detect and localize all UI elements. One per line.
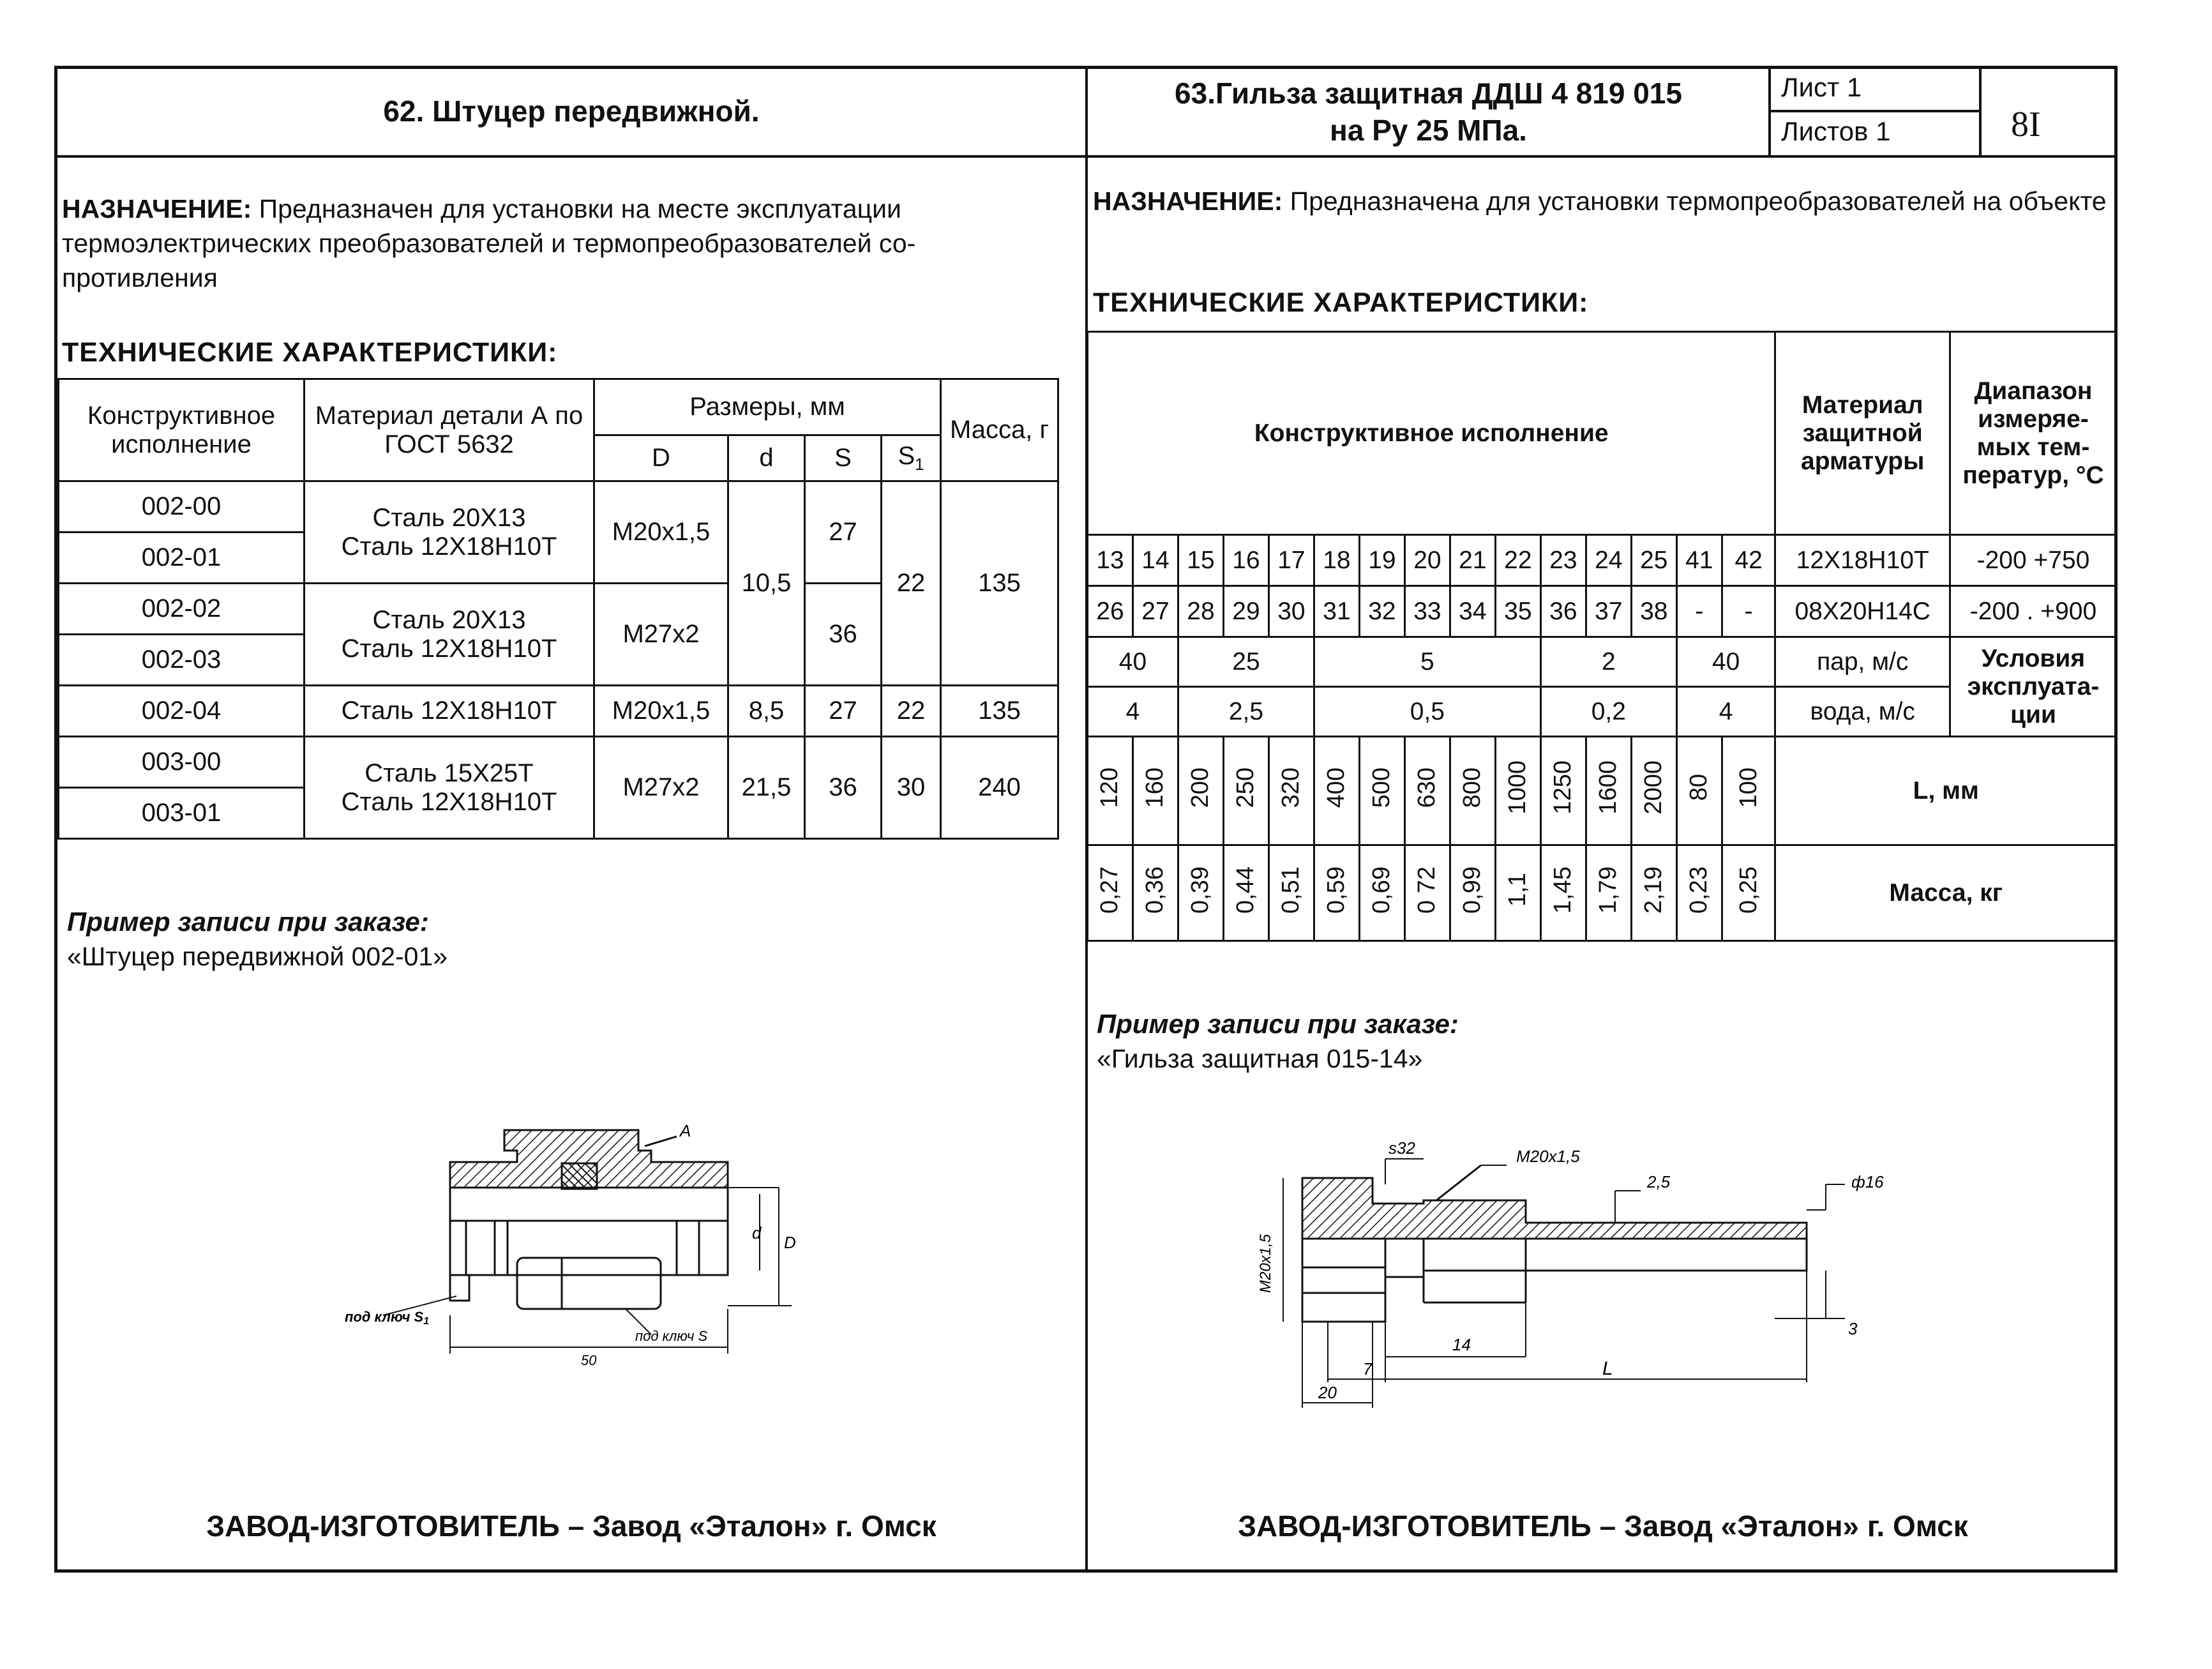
row-S1: 30 bbox=[882, 737, 941, 839]
hdr-D: D bbox=[594, 435, 728, 481]
row-material: Сталь 15Х25Т Сталь 12Х18Н10Т bbox=[305, 737, 594, 839]
variant-cell: 29 bbox=[1223, 586, 1268, 637]
hdr-construct: Конструктивное исполнение bbox=[59, 379, 305, 481]
mass-cell: 2,19 bbox=[1631, 845, 1676, 941]
length-cell: 320 bbox=[1268, 737, 1314, 845]
left-example-value: «Штуцер передвижной 002-01» bbox=[67, 942, 448, 971]
drawing-label-key2: под ключ S bbox=[635, 1328, 708, 1344]
mass-cell: 0,44 bbox=[1223, 845, 1268, 941]
variant-cell: 42 bbox=[1722, 535, 1775, 586]
water-speed-cell: 4 bbox=[1676, 687, 1775, 737]
variant-cell: 14 bbox=[1132, 535, 1178, 586]
row-d: 10,5 bbox=[728, 481, 805, 686]
right-spec-table bbox=[1087, 331, 2118, 942]
mass-cell: 0,27 bbox=[1088, 845, 1133, 941]
drawing-label-m20: M20x1,5 bbox=[1516, 1147, 1580, 1166]
drawing-label-d: d bbox=[752, 1223, 762, 1242]
hdr-S1: $S_1$ bbox=[882, 435, 941, 481]
row-d: 8,5 bbox=[728, 686, 805, 737]
mass-cell: 0,69 bbox=[1359, 845, 1404, 941]
length-cell: 100 bbox=[1722, 737, 1775, 845]
drawing-label-m20v: M20x1,5 bbox=[1257, 1234, 1274, 1293]
variant-cell: 36 bbox=[1540, 586, 1586, 637]
left-purpose-label: НАЗНАЧЕНИЕ: bbox=[62, 194, 252, 223]
length-cell: 250 bbox=[1223, 737, 1268, 845]
variant-cell: 27 bbox=[1132, 586, 1178, 637]
variant-cell: 28 bbox=[1178, 586, 1223, 637]
left-tech-title: ТЕХНИЧЕСКИЕ ХАРАКТЕРИСТИКИ: bbox=[62, 337, 558, 368]
drawing-label-3: 3 bbox=[1848, 1319, 1858, 1338]
variant-cell: 33 bbox=[1404, 586, 1450, 637]
material-cell: 08Х20Н14С bbox=[1775, 586, 1950, 637]
row-code: 002-02 bbox=[59, 584, 305, 635]
right-title-line1: 63.Гильза защитная ДДШ 4 819 015 bbox=[1175, 77, 1682, 110]
right-tech-title: ТЕХНИЧЕСКИЕ ХАРАКТЕРИСТИКИ: bbox=[1093, 287, 1589, 318]
steam-speed-cell: 40 bbox=[1088, 637, 1178, 687]
hdr-mass: Масса, г bbox=[941, 379, 1058, 481]
left-purpose bbox=[62, 192, 1071, 295]
variant-cell: 13 bbox=[1088, 535, 1133, 586]
hdr-S: S bbox=[805, 435, 882, 481]
right-purpose bbox=[1093, 184, 2114, 218]
variant-cell: 31 bbox=[1314, 586, 1359, 637]
row-code: 003-01 bbox=[59, 788, 305, 839]
hdr-d: d bbox=[728, 435, 805, 481]
row-mass: 135 bbox=[941, 481, 1058, 686]
right-purpose-label: НАЗНАЧЕНИЕ: bbox=[1093, 186, 1283, 216]
mass-cell: 0,23 bbox=[1676, 845, 1722, 941]
length-cell: 80 bbox=[1676, 737, 1722, 845]
sheet-box-right bbox=[1979, 66, 1982, 156]
variant-cell: 16 bbox=[1223, 535, 1268, 586]
mass-cell: 0,25 bbox=[1722, 845, 1775, 941]
mass-cell: 1,45 bbox=[1540, 845, 1586, 941]
row-material: Сталь 12Х18Н10Т bbox=[305, 686, 594, 737]
variant-cell: - bbox=[1722, 586, 1775, 637]
variant-cell: 21 bbox=[1450, 535, 1495, 586]
variant-cell: 17 bbox=[1268, 535, 1314, 586]
sheet-label: Лист 1 bbox=[1781, 72, 1862, 102]
length-cell: 400 bbox=[1314, 737, 1359, 845]
steam-speed-cell: 40 bbox=[1676, 637, 1775, 687]
drawing-label-phi16: ф16 bbox=[1851, 1172, 1884, 1191]
row-D: М20х1,5 bbox=[594, 686, 728, 737]
row-d: 21,5 bbox=[728, 737, 805, 839]
right-example-value: «Гильза защитная 015-14» bbox=[1097, 1044, 1423, 1073]
row-mass: 135 bbox=[941, 686, 1058, 737]
variant-cell: 35 bbox=[1495, 586, 1540, 637]
length-cell: 1600 bbox=[1586, 737, 1631, 845]
fitting-drawing bbox=[345, 1111, 830, 1379]
length-cell: 630 bbox=[1404, 737, 1450, 845]
variant-cell: 23 bbox=[1540, 535, 1586, 586]
length-cell: 800 bbox=[1450, 737, 1495, 845]
row-material: Сталь 20Х13 Сталь 12Х18Н10Т bbox=[305, 584, 594, 686]
row-S1: 22 bbox=[882, 686, 941, 737]
row-code: 002-04 bbox=[59, 686, 305, 737]
left-purpose-text: Предназначен для установки на месте эксплуатации термоэлектрических преобразователей и термопреобразователей со- противления bbox=[62, 194, 916, 292]
mass-cell: 1,79 bbox=[1586, 845, 1631, 941]
right-title-line2: на Ру 25 МПа. bbox=[1330, 114, 1527, 147]
mass-cell: 0,51 bbox=[1268, 845, 1314, 941]
conditions-label: Условия эксплуата- ции bbox=[1950, 637, 2116, 737]
length-cell: 200 bbox=[1178, 737, 1223, 845]
water-speed-cell: 4 bbox=[1088, 687, 1178, 737]
drawing-label-20: 20 bbox=[1318, 1383, 1337, 1402]
water-label: вода, м/с bbox=[1775, 687, 1950, 737]
length-cell: 120 bbox=[1088, 737, 1133, 845]
drawing-label-key1: под ключ S1 bbox=[345, 1309, 430, 1327]
mass-cell: 0 72 bbox=[1404, 845, 1450, 941]
variant-cell: 24 bbox=[1586, 535, 1631, 586]
row-code: 002-01 bbox=[59, 532, 305, 584]
left-example-title: Пример записи при заказе: bbox=[67, 907, 429, 937]
length-label: L, мм bbox=[1775, 737, 2117, 845]
steam-speed-cell: 25 bbox=[1178, 637, 1314, 687]
variant-cell: 41 bbox=[1676, 535, 1722, 586]
drawing-label-D: D bbox=[784, 1233, 796, 1252]
variant-cell: 26 bbox=[1088, 586, 1133, 637]
steam-speed-cell: 5 bbox=[1314, 637, 1540, 687]
mass-cell: 0,39 bbox=[1178, 845, 1223, 941]
variant-cell: 20 bbox=[1404, 535, 1450, 586]
right-example-title: Пример записи при заказе: bbox=[1097, 1009, 1459, 1039]
length-cell: 160 bbox=[1132, 737, 1178, 845]
row-code: 002-03 bbox=[59, 635, 305, 686]
drawing-label-2-5: 2,5 bbox=[1647, 1172, 1671, 1191]
row-D: М27х2 bbox=[594, 584, 728, 686]
material-cell: 12Х18Н10Т bbox=[1775, 535, 1950, 586]
hdr-material: Материал защитной арматуры bbox=[1775, 332, 1950, 535]
hdr-range: Диапазон измеряе- мых тем- ператур, °С bbox=[1950, 332, 2116, 535]
page-number: 8I bbox=[2011, 105, 2041, 144]
variant-cell: 37 bbox=[1586, 586, 1631, 637]
drawing-label-a: A bbox=[680, 1121, 691, 1140]
variant-cell: 32 bbox=[1359, 586, 1404, 637]
water-speed-cell: 0,2 bbox=[1540, 687, 1676, 737]
variant-cell: 22 bbox=[1495, 535, 1540, 586]
length-cell: 1250 bbox=[1540, 737, 1586, 845]
left-spec-table bbox=[57, 378, 1059, 840]
sheet-box-mid bbox=[1768, 110, 1979, 112]
length-cell: 1000 bbox=[1495, 737, 1540, 845]
row-D: М27х2 bbox=[594, 737, 728, 839]
variant-cell: 25 bbox=[1631, 535, 1676, 586]
hdr-material: Материал детали А по ГОСТ 5632 bbox=[305, 379, 594, 481]
drawing-label-L: L bbox=[1602, 1358, 1613, 1379]
water-speed-cell: 0,5 bbox=[1314, 687, 1540, 737]
drawing-label-s32: s32 bbox=[1388, 1140, 1415, 1158]
hdr-sizes: Размеры, мм bbox=[594, 379, 941, 435]
variant-cell: 18 bbox=[1314, 535, 1359, 586]
steam-label: пар, м/с bbox=[1775, 637, 1950, 687]
row-code: 002-00 bbox=[59, 481, 305, 532]
length-cell: 500 bbox=[1359, 737, 1404, 845]
row-D: М20х1,5 bbox=[594, 481, 728, 584]
sheets-label: Листов 1 bbox=[1781, 116, 1891, 146]
mass-cell: 0,99 bbox=[1450, 845, 1495, 941]
steam-speed-cell: 2 bbox=[1540, 637, 1676, 687]
hdr-construct: Конструктивное исполнение bbox=[1088, 332, 1775, 535]
left-maker: ЗАВОД-ИЗГОТОВИТЕЛЬ – Завод «Эталон» г. Омск bbox=[206, 1509, 937, 1543]
mass-cell: 0,36 bbox=[1132, 845, 1178, 941]
right-maker: ЗАВОД-ИЗГОТОВИТЕЛЬ – Завод «Эталон» г. Омск bbox=[1238, 1509, 1968, 1543]
drawing-label-14: 14 bbox=[1452, 1335, 1471, 1354]
row-S1: 22 bbox=[882, 481, 941, 686]
variant-cell: 15 bbox=[1178, 535, 1223, 586]
variant-cell: 34 bbox=[1450, 586, 1495, 637]
mass-cell: 0,59 bbox=[1314, 845, 1359, 941]
range-cell: -200 . +900 bbox=[1950, 586, 2116, 637]
row-S: 27 bbox=[805, 481, 882, 584]
variant-cell: - bbox=[1676, 586, 1722, 637]
row-S: 36 bbox=[805, 584, 882, 686]
sleeve-drawing bbox=[1232, 1140, 1896, 1421]
row-S: 36 bbox=[805, 737, 882, 839]
drawing-label-len: 50 bbox=[581, 1352, 597, 1368]
variant-cell: 19 bbox=[1359, 535, 1404, 586]
range-cell: -200 +750 bbox=[1950, 535, 2116, 586]
variant-cell: 38 bbox=[1631, 586, 1676, 637]
left-title: 62. Штуцер передвижной. bbox=[383, 94, 760, 128]
row-code: 003-00 bbox=[59, 737, 305, 788]
mass-cell: 1,1 bbox=[1495, 845, 1540, 941]
row-mass: 240 bbox=[941, 737, 1058, 839]
right-purpose-text: Предназначена для установки термопреобразователей на объекте bbox=[1283, 186, 2107, 216]
mass-label: Масса, кг bbox=[1775, 845, 2117, 941]
water-speed-cell: 2,5 bbox=[1178, 687, 1314, 737]
length-cell: 2000 bbox=[1631, 737, 1676, 845]
row-S: 27 bbox=[805, 686, 882, 737]
row-material: Сталь 20Х13 Сталь 12Х18Н10Т bbox=[305, 481, 594, 584]
variant-cell: 30 bbox=[1268, 586, 1314, 637]
drawing-label-7: 7 bbox=[1363, 1359, 1373, 1378]
